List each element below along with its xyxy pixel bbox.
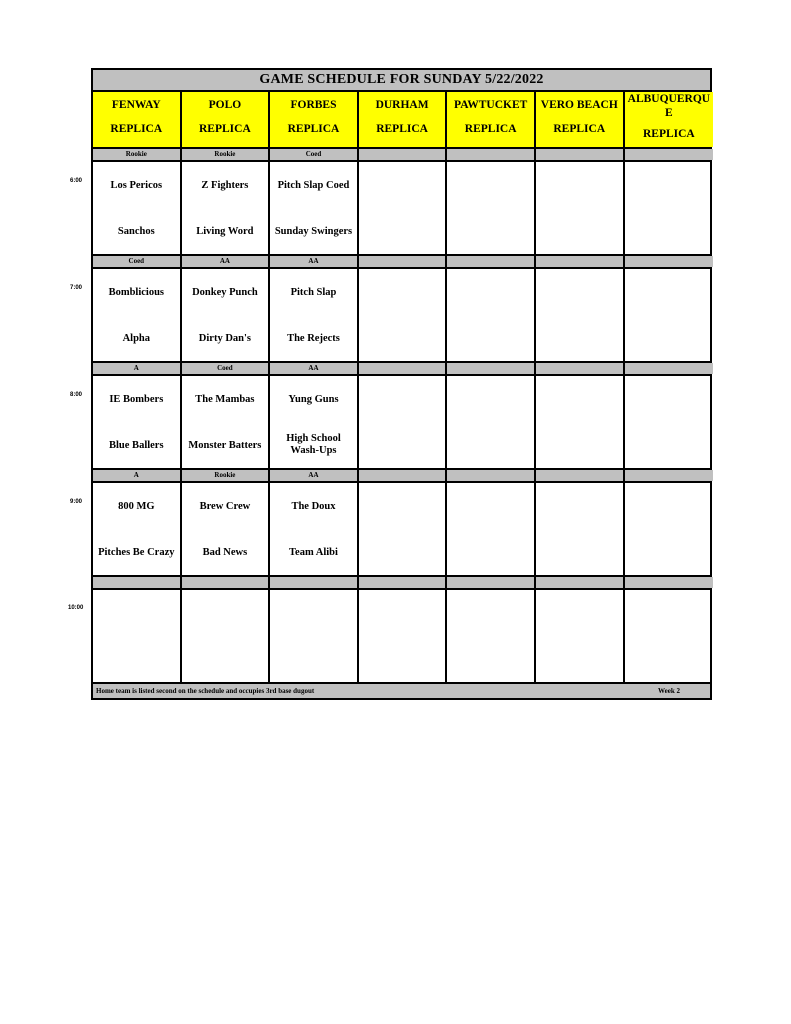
game-cell: [625, 590, 714, 682]
division-label: AA: [270, 256, 359, 267]
home-team: Team Alibi: [289, 547, 338, 558]
field-header: [536, 92, 625, 147]
game-cell: [270, 162, 359, 254]
division-label: [182, 577, 271, 588]
division-label: [447, 149, 536, 160]
game-cell: [447, 483, 536, 575]
division-label: [359, 149, 448, 160]
game-cell: [182, 483, 271, 575]
game-cell: [93, 590, 182, 682]
division-label: A: [93, 470, 182, 481]
division-label: [625, 577, 714, 588]
field-header: [93, 92, 182, 147]
division-label: [625, 256, 714, 267]
time-label: 9:00: [70, 499, 83, 505]
game-cell: [447, 162, 536, 254]
field-header: [182, 92, 271, 147]
division-label: AA: [270, 470, 359, 481]
division-row: [93, 470, 710, 483]
division-label: [536, 363, 625, 374]
game-cell: [182, 590, 271, 682]
division-label: AA: [182, 256, 271, 267]
division-label: [625, 363, 714, 374]
game-cell: [447, 269, 536, 361]
field-name: PAWTUCKET: [454, 99, 528, 111]
division-label: [359, 256, 448, 267]
game-cell: [625, 269, 714, 361]
division-label: [447, 363, 536, 374]
division-label: [447, 256, 536, 267]
away-team: Los Pericos: [110, 180, 163, 191]
game-cell: [93, 483, 182, 575]
time-label: 10:00: [68, 605, 84, 611]
division-label: [447, 577, 536, 588]
game-cell: [359, 269, 448, 361]
away-team: Yung Guns: [288, 394, 339, 405]
home-team: The Rejects: [287, 333, 340, 344]
field-type: REPLICA: [287, 123, 340, 135]
away-team: IE Bombers: [109, 394, 164, 405]
time-label: 8:00: [70, 392, 83, 398]
field-name: ALBUQUERQU E: [627, 93, 711, 119]
game-cell: [93, 269, 182, 361]
field-name: FENWAY: [111, 99, 161, 111]
division-label: Rookie: [182, 149, 271, 160]
away-team: The Doux: [291, 501, 336, 512]
division-label: Rookie: [182, 470, 271, 481]
home-team: Bad News: [202, 547, 248, 558]
division-label: Rookie: [93, 149, 182, 160]
field-type: REPLICA: [199, 123, 251, 135]
division-label: [536, 470, 625, 481]
field-type: REPLICA: [553, 123, 606, 135]
division-label: [447, 470, 536, 481]
home-team: Sunday Swingers: [274, 226, 353, 237]
home-team: Living Word: [196, 226, 254, 237]
away-team: Brew Crew: [199, 501, 251, 512]
division-label: [536, 149, 625, 160]
game-cell: [359, 483, 448, 575]
field-type: REPLICA: [110, 123, 163, 135]
division-label: A: [93, 363, 182, 374]
home-team: Sanchos: [117, 226, 155, 237]
schedule-table: [91, 68, 712, 700]
game-cell: [270, 590, 359, 682]
game-cell: [359, 162, 448, 254]
game-cell: [625, 483, 714, 575]
game-row: [93, 376, 710, 470]
away-team: Z Fighters: [201, 180, 249, 191]
schedule-footer: [93, 684, 710, 698]
game-cell: [93, 162, 182, 254]
division-row: [93, 363, 710, 376]
division-row: [93, 577, 710, 590]
division-label: [625, 149, 714, 160]
home-team: Blue Ballers: [109, 440, 164, 451]
field-type: REPLICA: [642, 128, 695, 140]
away-team: The Mambas: [195, 394, 255, 405]
division-label: [270, 577, 359, 588]
game-cell: [270, 269, 359, 361]
game-cell: [536, 590, 625, 682]
time-label: 6:00: [70, 178, 83, 184]
home-team: Monster Batters: [188, 440, 262, 451]
away-team: Pitch Slap: [290, 287, 337, 298]
division-label: [93, 577, 182, 588]
division-label: [359, 363, 448, 374]
game-cell: [182, 376, 271, 468]
division-label: [536, 256, 625, 267]
division-label: [359, 577, 448, 588]
game-cell: [536, 162, 625, 254]
game-cell: [270, 376, 359, 468]
game-row: [93, 269, 710, 363]
game-cell: [359, 376, 448, 468]
division-label: Coed: [93, 256, 182, 267]
game-cell: [536, 483, 625, 575]
field-header: [625, 92, 714, 147]
game-cell: [93, 376, 182, 468]
division-label: [536, 577, 625, 588]
away-team: Donkey Punch: [192, 287, 258, 298]
game-cell: [359, 590, 448, 682]
game-cell: [182, 162, 271, 254]
field-header: [447, 92, 536, 147]
game-cell: [447, 376, 536, 468]
field-name: FORBES: [290, 99, 337, 111]
game-row: [93, 483, 710, 577]
game-cell: [270, 483, 359, 575]
field-header: [270, 92, 359, 147]
game-cell: [447, 590, 536, 682]
game-cell: [625, 376, 714, 468]
field-type: REPLICA: [464, 123, 517, 135]
division-label: AA: [270, 363, 359, 374]
field-header: [359, 92, 448, 147]
game-row: [93, 590, 710, 684]
division-row: [93, 256, 710, 269]
division-row: [93, 149, 710, 162]
game-row: [93, 162, 710, 256]
division-label: Coed: [182, 363, 271, 374]
home-team: High School Wash-Ups: [286, 433, 341, 456]
time-label: 7:00: [70, 285, 83, 291]
home-team: Alpha: [122, 333, 151, 344]
game-cell: [182, 269, 271, 361]
week-label: Week 2: [658, 687, 680, 695]
time-slots: [93, 149, 710, 684]
division-label: [625, 470, 714, 481]
away-team: Pitch Slap Coed: [277, 180, 350, 191]
division-label: [359, 470, 448, 481]
field-name: POLO: [208, 99, 242, 111]
away-team: 800 MG: [118, 501, 155, 512]
field-header-row: [93, 92, 710, 149]
away-team: Bomblicious: [108, 287, 165, 298]
schedule-title: GAME SCHEDULE FOR SUNDAY 5/22/2022: [93, 70, 710, 92]
field-name: VERO BEACH: [540, 99, 618, 111]
field-name: DURHAM: [375, 99, 429, 111]
game-cell: [536, 376, 625, 468]
game-cell: [536, 269, 625, 361]
game-cell: [625, 162, 714, 254]
footer-note: Home team is listed second on the schedule and occupies 3rd base dugout: [96, 687, 315, 695]
home-team: Dirty Dan's: [198, 333, 251, 344]
division-label: Coed: [270, 149, 359, 160]
home-team: Pitches Be Crazy: [98, 547, 175, 558]
field-type: REPLICA: [376, 123, 428, 135]
